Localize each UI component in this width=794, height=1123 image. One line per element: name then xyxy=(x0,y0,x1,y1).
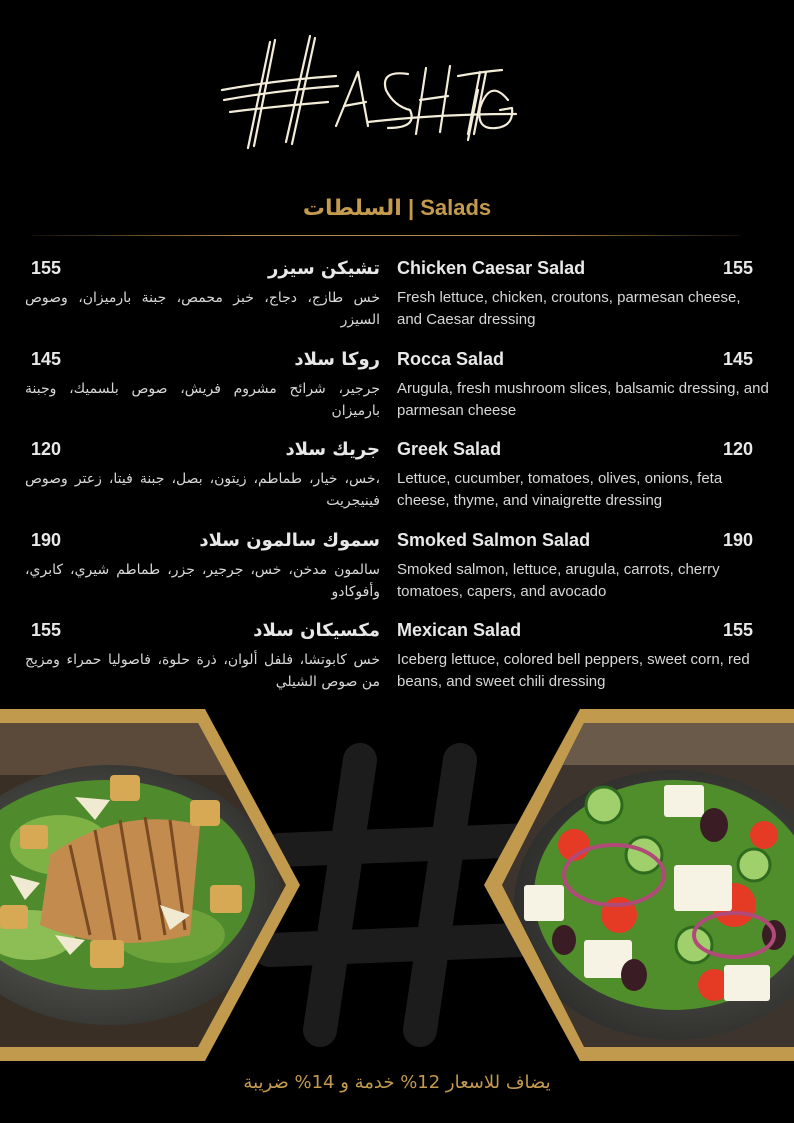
menu-item xyxy=(0,620,794,711)
item-price-en: 120 xyxy=(723,439,754,459)
item-price-en: 190 xyxy=(723,529,754,550)
caesar-salad-image xyxy=(0,705,300,1065)
item-description-ar: خس طازج، دجاج، خبز محمص، جبنة بارميزان، وصوص السيزر xyxy=(25,290,380,328)
item-name-en: Greek Salad xyxy=(397,439,502,459)
item-description-ar: جرجير، شرائح مشروم فريش، صوص بلسميك، وجبنة بارميزان xyxy=(25,380,380,419)
item-description-en: Lettuce, cucumber, tomatoes, olives, onions, feta cheese, thyme, and vinaigrette dressing xyxy=(397,470,723,509)
greek-salad-image xyxy=(484,705,794,1065)
item-price-en: 155 xyxy=(723,258,754,278)
item-description-en: Iceberg lettuce, colored bell peppers, sweet corn, red beans, and sweet chili dressing xyxy=(397,651,750,690)
photo-strip xyxy=(0,705,794,1065)
item-name-ar: تشيكن سيزر xyxy=(268,258,380,279)
item-name-ar: روكا سلاد xyxy=(294,348,380,370)
item-price-en: 155 xyxy=(723,620,754,640)
item-price-en: 145 xyxy=(723,348,754,369)
divider xyxy=(32,235,740,236)
item-price-ar: 190 xyxy=(31,529,62,550)
item-name-ar: مكسيكان سلاد xyxy=(253,620,380,641)
item-description-en: Smoked salmon, lettuce, arugula, carrots, cherry tomatoes, capers, and avocado xyxy=(397,560,720,600)
menu-item xyxy=(0,349,794,440)
item-description-ar: خس كابوتشا، فلفل ألوان، ذرة حلوة، فاصوليا حمراء ومزيج من صوص الشيلي xyxy=(25,652,380,690)
menu-item xyxy=(0,439,794,530)
hashtag-logo xyxy=(218,30,518,155)
item-price-ar: 120 xyxy=(31,439,62,459)
item-price-ar: 155 xyxy=(31,620,62,640)
item-name-en: Chicken Caesar Salad xyxy=(397,258,586,278)
item-name-en: Mexican Salad xyxy=(397,620,522,640)
menu-item xyxy=(0,258,794,349)
menu-item xyxy=(0,530,794,621)
item-description-ar: سالمون مدخن، خس، جرجير، جزر، طماطم شيري، كابري، وأفوكادو xyxy=(25,561,380,600)
item-description-ar: ،خس، خيار، طماطم، زيتون، بصل، جبنة فيتا، زعتر وصوص فينيجريت xyxy=(25,471,380,509)
tax-service-note: يضاف للاسعار 12% خدمة و 14% ضريبة xyxy=(243,1072,551,1093)
menu-items xyxy=(0,258,794,711)
item-name-en: Rocca Salad xyxy=(397,348,505,369)
item-price-ar: 145 xyxy=(31,348,62,369)
item-description-en: Arugula, fresh mushroom slices, balsamic dressing, and parmesan cheese xyxy=(397,379,769,419)
item-name-ar: سموك سالمون سلاد xyxy=(199,529,380,551)
item-description-en: Fresh lettuce, chicken, croutons, parmesan cheese, and Caesar dressing xyxy=(397,289,741,328)
item-price-ar: 155 xyxy=(31,258,62,278)
item-name-en: Smoked Salmon Salad xyxy=(397,529,591,550)
item-name-ar: جريك سلاد xyxy=(285,439,380,460)
section-title: السلطات | Salads xyxy=(302,195,492,220)
